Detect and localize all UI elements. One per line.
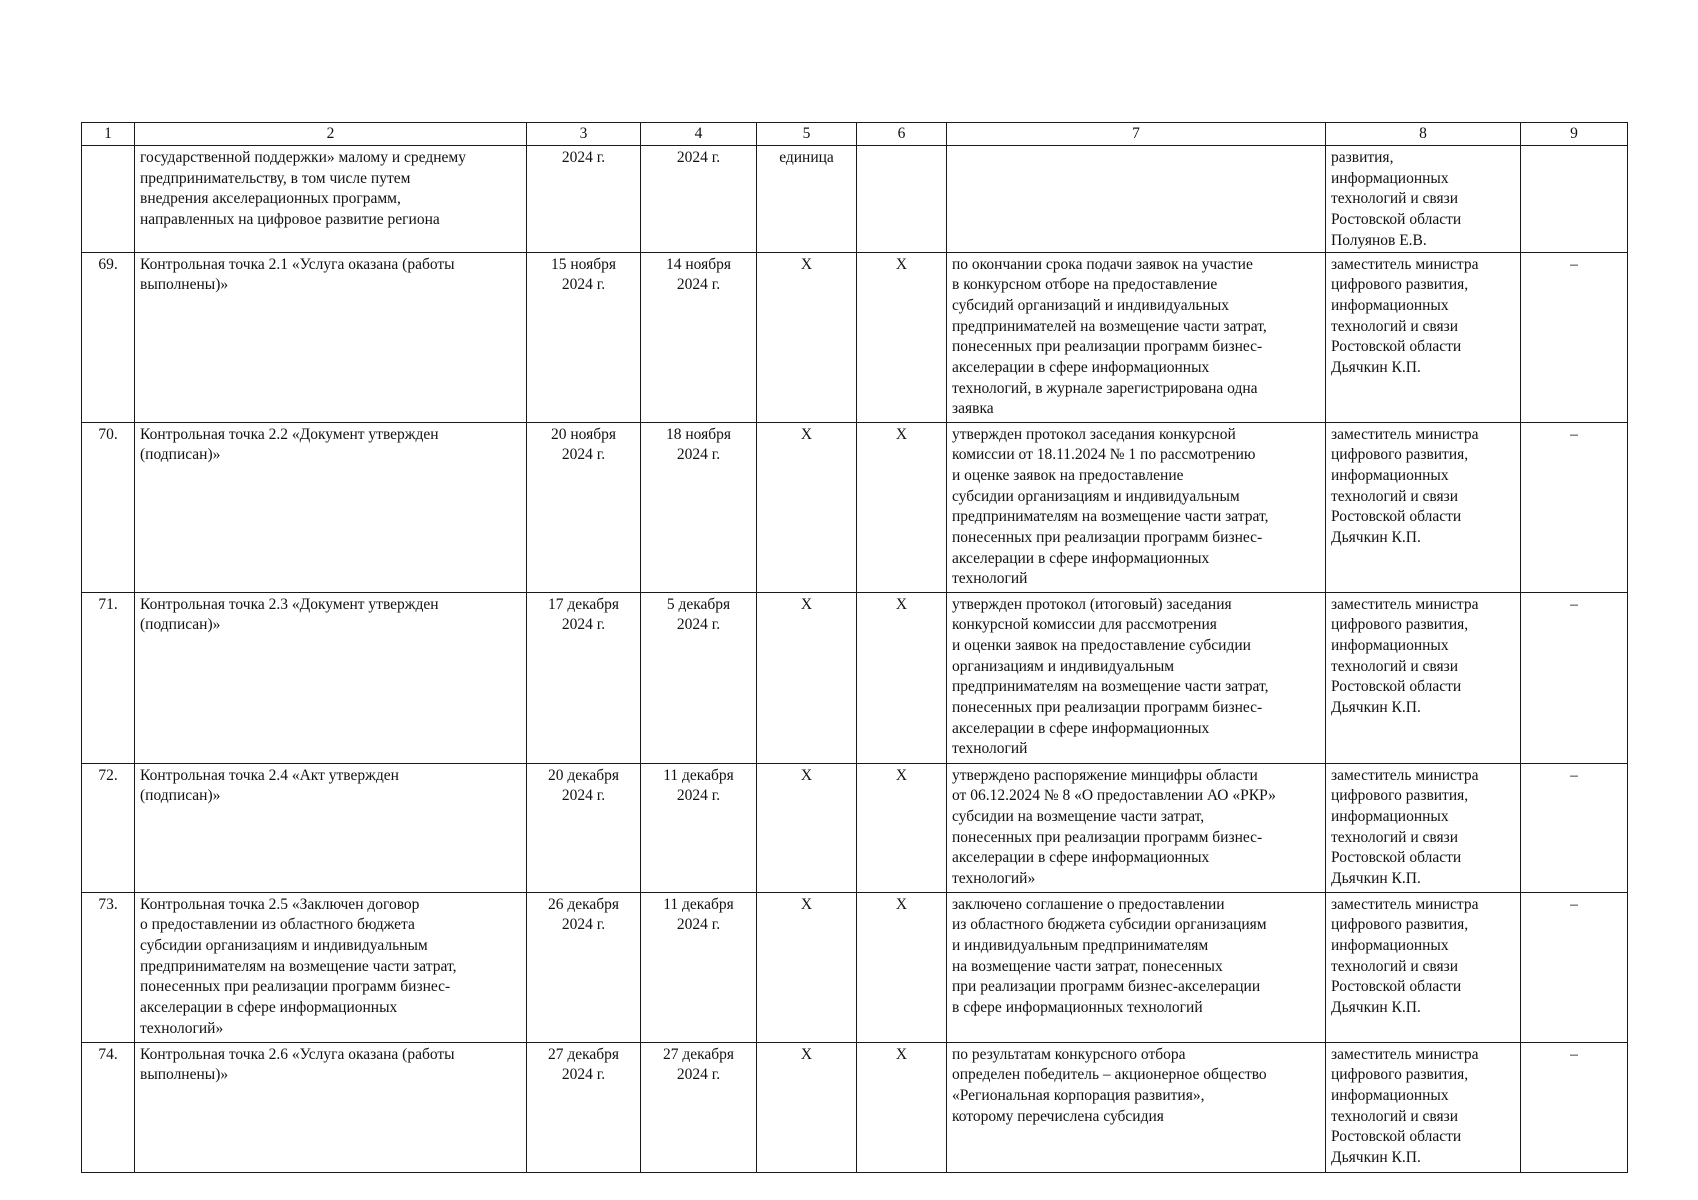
- plan-date: 15 ноября 2024 г.: [527, 252, 641, 422]
- event-name: государственной поддержки» малому и среднему предпринимательству, в том числе путем внедрения акселерационных программ, направленных на цифровое развитие региона: [135, 146, 527, 253]
- plan-date: 20 ноября 2024 г.: [527, 422, 641, 592]
- col6-mark: X: [857, 892, 947, 1042]
- event-name: Контрольная точка 2.5 «Заключен договор о предоставлении из областного бюджета субсидии организациям и индивидуальным предпринимателям на возмещение части затрат, понесенных при реализации программ бизнес- акселерации в сфере информационных технологий»: [135, 892, 527, 1042]
- responsible-person: заместитель министра цифрового развития, информационных технологий и связи Ростовской области Дьячкин К.П.: [1326, 892, 1521, 1042]
- row-number: 70.: [82, 422, 135, 592]
- col6-mark: X: [857, 763, 947, 892]
- col5-mark: X: [757, 892, 857, 1042]
- fact-date: 14 ноября 2024 г.: [641, 252, 757, 422]
- plan-date: 26 декабря 2024 г.: [527, 892, 641, 1042]
- header-col-3: 3: [527, 123, 641, 146]
- fact-date: 18 ноября 2024 г.: [641, 422, 757, 592]
- result-description: утвержден протокол (итоговый) заседания конкурсной комиссии для рассмотрения и оценки заявок на предоставление субсидии организациям и индивидуальным предпринимателям на возмещение части затрат, понесенных при реализации программ бизнес- акселерации в сфере информационных технологий: [947, 592, 1326, 763]
- table-row: [82, 892, 1628, 1042]
- col5-mark: X: [757, 763, 857, 892]
- note-cell: –: [1521, 892, 1628, 1042]
- header-col-9: 9: [1521, 123, 1628, 146]
- col5-mark: X: [757, 1042, 857, 1172]
- header-col-2: 2: [135, 123, 527, 146]
- note-cell: –: [1521, 1042, 1628, 1172]
- header-col-7: 7: [947, 123, 1326, 146]
- responsible-person: заместитель министра цифрового развития, информационных технологий и связи Ростовской области Дьячкин К.П.: [1326, 592, 1521, 763]
- row-number: 69.: [82, 252, 135, 422]
- result-description: по окончании срока подачи заявок на участие в конкурсном отборе на предоставление субсидий организаций и индивидуальных предпринимателей на возмещение части затрат, понесенных при реализации программ бизнес- акселерации в сфере информационных технологий, в журнале зарегистрирована одна заявка: [947, 252, 1326, 422]
- result-description: [947, 146, 1326, 253]
- plan-date: 2024 г.: [527, 146, 641, 253]
- result-description: утвержден протокол заседания конкурсной комиссии от 18.11.2024 № 1 по рассмотрению и оценке заявок на предоставление субсидии организациям и индивидуальным предпринимателям на возмещение части затрат, понесенных при реализации программ бизнес- акселерации в сфере информационных технологий: [947, 422, 1326, 592]
- responsible-person: заместитель министра цифрового развития, информационных технологий и связи Ростовской области Дьячкин К.П.: [1326, 252, 1521, 422]
- note-cell: [1521, 146, 1628, 253]
- event-name: Контрольная точка 2.2 «Документ утвержден (подписан)»: [135, 422, 527, 592]
- table-row: [82, 252, 1628, 422]
- event-name: Контрольная точка 2.6 «Услуга оказана (работы выполнены)»: [135, 1042, 527, 1172]
- note-cell: –: [1521, 422, 1628, 592]
- col6-cell: [857, 146, 947, 253]
- table-row: [82, 422, 1628, 592]
- row-number: 71.: [82, 592, 135, 763]
- table-row-continued: [82, 146, 1628, 253]
- unit-cell: единица: [757, 146, 857, 253]
- fact-date: 11 декабря 2024 г.: [641, 892, 757, 1042]
- col6-mark: X: [857, 252, 947, 422]
- table-row: [82, 592, 1628, 763]
- col5-mark: X: [757, 422, 857, 592]
- header-col-5: 5: [757, 123, 857, 146]
- note-cell: –: [1521, 592, 1628, 763]
- event-name: Контрольная точка 2.4 «Акт утвержден (подписан)»: [135, 763, 527, 892]
- responsible-person: заместитель министра цифрового развития, информационных технологий и связи Ростовской области Дьячкин К.П.: [1326, 1042, 1521, 1172]
- note-cell: –: [1521, 763, 1628, 892]
- result-description: заключено соглашение о предоставлении из областного бюджета субсидии организациям и индивидуальным предпринимателям на возмещение части затрат, понесенных при реализации программ бизнес-акселерации в сфере информационных технологий: [947, 892, 1326, 1042]
- row-number: [82, 146, 135, 253]
- column-number-header-row: [82, 123, 1628, 146]
- header-col-4: 4: [641, 123, 757, 146]
- col5-mark: X: [757, 592, 857, 763]
- col6-mark: X: [857, 592, 947, 763]
- header-col-1: 1: [82, 123, 135, 146]
- control-points-table: [81, 122, 1628, 1173]
- header-col-8: 8: [1326, 123, 1521, 146]
- event-name: Контрольная точка 2.3 «Документ утвержден (подписан)»: [135, 592, 527, 763]
- responsible-person: заместитель министра цифрового развития, информационных технологий и связи Ростовской области Дьячкин К.П.: [1326, 422, 1521, 592]
- responsible-person: заместитель министра цифрового развития, информационных технологий и связи Ростовской области Дьячкин К.П.: [1326, 763, 1521, 892]
- fact-date: 27 декабря 2024 г.: [641, 1042, 757, 1172]
- plan-date: 17 декабря 2024 г.: [527, 592, 641, 763]
- header-col-6: 6: [857, 123, 947, 146]
- table-row: [82, 1042, 1628, 1172]
- result-description: утверждено распоряжение минцифры области от 06.12.2024 № 8 «О предоставлении АО «РКР» субсидии на возмещение части затрат, понесенных при реализации программ бизнес- акселерации в сфере информационных технологий»: [947, 763, 1326, 892]
- col6-mark: X: [857, 1042, 947, 1172]
- col5-mark: X: [757, 252, 857, 422]
- responsible-person: развития, информационных технологий и связи Ростовской области Полуянов Е.В.: [1326, 146, 1521, 253]
- note-cell: –: [1521, 252, 1628, 422]
- col6-mark: X: [857, 422, 947, 592]
- table-row: [82, 763, 1628, 892]
- result-description: по результатам конкурсного отбора определен победитель – акционерное общество «Региональная корпорация развития», которому перечислена субсидия: [947, 1042, 1326, 1172]
- fact-date: 5 декабря 2024 г.: [641, 592, 757, 763]
- plan-date: 27 декабря 2024 г.: [527, 1042, 641, 1172]
- row-number: 74.: [82, 1042, 135, 1172]
- fact-date: 11 декабря 2024 г.: [641, 763, 757, 892]
- event-name: Контрольная точка 2.1 «Услуга оказана (работы выполнены)»: [135, 252, 527, 422]
- plan-date: 20 декабря 2024 г.: [527, 763, 641, 892]
- row-number: 72.: [82, 763, 135, 892]
- row-number: 73.: [82, 892, 135, 1042]
- fact-date: 2024 г.: [641, 146, 757, 253]
